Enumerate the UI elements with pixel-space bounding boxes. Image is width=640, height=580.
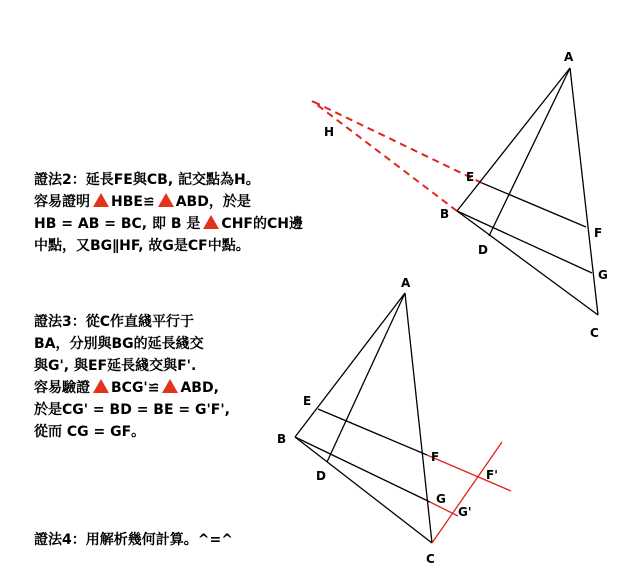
diagram-1-lines [457,68,598,315]
segment-b-c [295,437,432,543]
label-e: E [466,170,475,184]
proof-2-line-2-mid: HBE≌ [111,194,155,210]
label-a: A [564,50,574,64]
segment-a-d [327,293,405,462]
diagram-2 [277,276,511,566]
extension-e-f-to-f-prime [427,455,511,491]
label-c: C [426,552,435,566]
proof-3-line-4 [34,377,230,399]
proof-3-line-5: 於是CG' = BD = BE = G'F', [34,402,230,418]
diagram-2-labels [277,276,498,566]
segment-a-d [489,68,570,236]
label-d: D [316,469,326,483]
proof-3-line-4-mid: BCG'≌ [111,380,160,396]
diagram-1-labels [324,50,608,340]
proof-2-line-2-start: 容易證明 [34,194,90,210]
proof-2-line-3-end: CHF的CH邊 [221,216,303,232]
label-b: B [277,432,287,446]
proof-3-line-2: BA，分別與BG的延長綫交 [34,336,204,352]
segment-a-c [570,68,598,315]
label-d: D [478,243,488,257]
segment-a-b [295,293,405,437]
segment-e-f [482,183,586,227]
red-triangle-icon [203,215,219,229]
proof-3-line-1: 證法3：從C作直綫平行于 [34,314,195,330]
proof-2-line-2-end: ABD，於是 [175,194,251,210]
label-f: F [431,450,440,464]
proof-3-block [34,311,230,443]
label-f: F [594,226,603,240]
proof-2-block [34,169,303,257]
label-b: B [440,207,450,221]
red-triangle-icon [93,193,109,207]
label-g-prime: G' [458,505,472,519]
proof-2-line-2 [34,191,303,213]
label-g: G [436,492,446,506]
label-h: H [324,125,335,139]
label-c: C [590,326,599,340]
extension-line-c-b-h [312,101,457,211]
proof-3-line-6: 從而 CG = GF。 [34,424,146,440]
proof-3-line-4-start: 容易驗證 [34,380,90,396]
proof-3-line-4-end: ABD, [180,380,219,396]
proof-2-line-3-start: HB = AB = BC, 即 B 是 [34,216,201,232]
extension-line-f-e-h [312,101,482,183]
label-f-prime: F' [486,468,498,482]
label-g: G [598,268,608,282]
proof-2-line-1: 證法2：延長FE與CB, 記交點為H。 [34,172,260,188]
label-a: A [401,276,411,290]
red-triangle-icon [158,193,174,207]
proof-2-line-4: 中點，又BG∥HF, 故G是CF中點。 [34,238,250,254]
segment-e-f [318,409,427,455]
proof-4-block [34,529,233,551]
segment-a-c [405,293,432,543]
diagram-2-lines [295,293,432,543]
segment-b-c [457,211,598,315]
proof-3-line-3: 與G', 與EF延長綫交與F'. [34,358,197,374]
red-triangle-icon [162,379,178,393]
label-e: E [303,394,312,408]
diagram-1 [312,50,608,340]
proof-4-line-1: 證法4：用解析幾何計算。^=^ [34,532,233,548]
proof-2-line-3 [34,213,303,235]
segment-a-b [457,68,570,211]
red-triangle-icon [93,379,109,393]
diagram-1-extensions [312,101,482,211]
